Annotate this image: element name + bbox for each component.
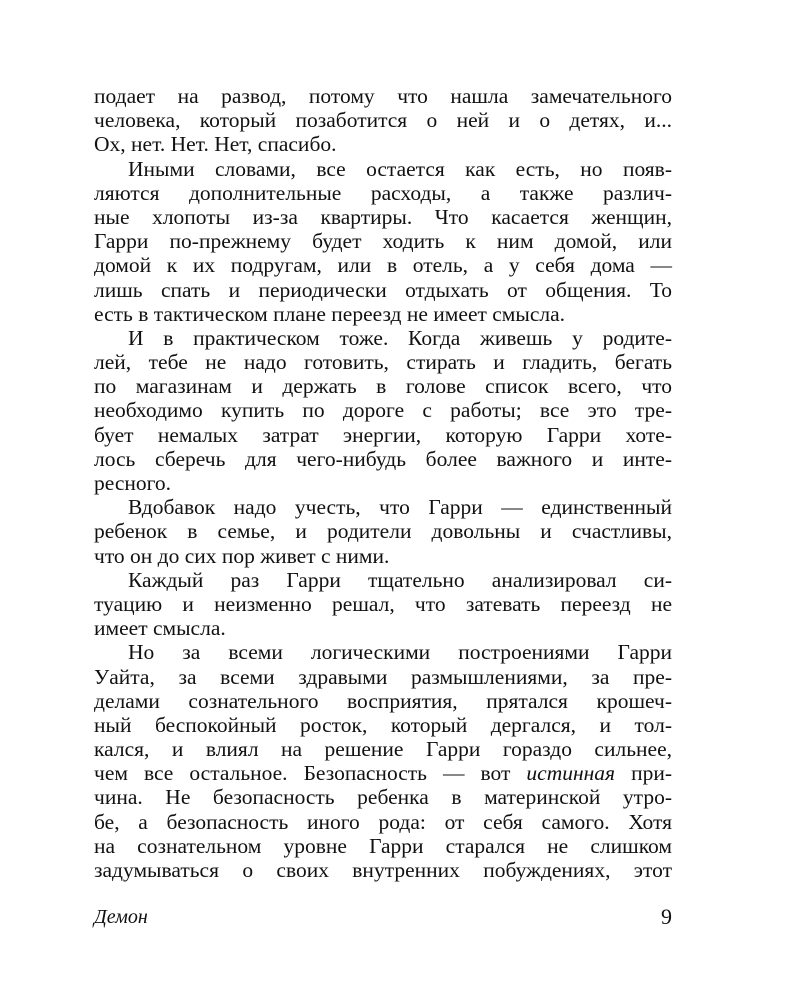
text-line: Иными словами, все остается как есть, но появ- [128, 156, 672, 181]
text-line: ные хлопоты из-за квартиры. Что касается женщин, [94, 204, 672, 229]
text-line: лей, тебе не надо готовить, стирать и гладить, бегать [94, 350, 672, 375]
text-line: Ох, нет. Нет. Нет, спасибо. [94, 132, 337, 157]
text-line: Вдобавок надо учесть, что Гарри — единственный [128, 495, 672, 520]
text-line: Гарри по-прежнему будет ходить к ним домой, или [94, 229, 672, 254]
text-line: есть в тактическом плане переезд не имеет смысла. [94, 301, 566, 326]
text-line: Уайта, за всеми здравыми размышлениями, за пре- [94, 664, 672, 689]
text-line: ный беспокойный росток, который дергался, и тол- [94, 712, 672, 737]
text-line: ляются дополнительные расходы, а также различ- [94, 180, 672, 205]
text-line: чина. Не безопасность ребенка в материнской утро- [94, 785, 672, 810]
text-line: что он до сих пор живет с ними. [94, 543, 390, 568]
text-line: необходимо купить по дороге с работы; все это тре- [94, 398, 672, 423]
text-line: на сознательном уровне Гарри старался не слишком [94, 833, 672, 858]
running-title: Демон [94, 906, 148, 928]
page-body [94, 84, 672, 882]
page-footer [94, 902, 672, 932]
text-segment: при- [631, 761, 673, 786]
text-line: лось сберечь для чего-нибудь более важного и инте- [94, 446, 672, 471]
text-line: Но за всеми логическими построениями Гарри [128, 640, 672, 665]
text-line: делами сознательного восприятия, прятался крошеч- [94, 688, 672, 713]
text-segment: чем все остальное. Безопасность — вот [94, 761, 511, 786]
text-line: подает на развод, потому что нашла замечательного [94, 84, 672, 108]
text-line: имеет смысла. [94, 616, 226, 641]
text-line: домой к их подругам, или в отель, а у себя дома — [94, 253, 672, 278]
text-line: И в практическом тоже. Когда живешь у родите- [128, 325, 672, 350]
text-line: кался, и влиял на решение Гарри гораздо сильнее, [94, 737, 672, 762]
text-line: задумываться о своих внутренних побуждениях, этот [94, 858, 672, 882]
text-line-with-emphasis [94, 761, 672, 785]
text-line: бе, а безопасность иного рода: от себя самого. Хотя [94, 809, 672, 834]
text-line: по магазинам и держать в голове список всего, что [94, 374, 672, 399]
text-line: бует немалых затрат энергии, которую Гарри хотe- [94, 422, 672, 447]
text-line: Каждый раз Гарри тщательно анализировал си- [128, 567, 672, 592]
text-line: ребенок в семье, и родители довольны и счастливы, [94, 519, 672, 544]
page-number: 9 [661, 904, 672, 929]
text-line: человека, который позаботится о ней и о детях, и... [94, 108, 672, 133]
emphasis-word: истинная [526, 761, 616, 786]
text-line: лишь спать и периодически отдыхать от общения. То [94, 277, 672, 302]
text-line: туацию и неизменно решал, что затевать переезд не [94, 591, 672, 616]
text-line: ресного. [94, 471, 172, 495]
